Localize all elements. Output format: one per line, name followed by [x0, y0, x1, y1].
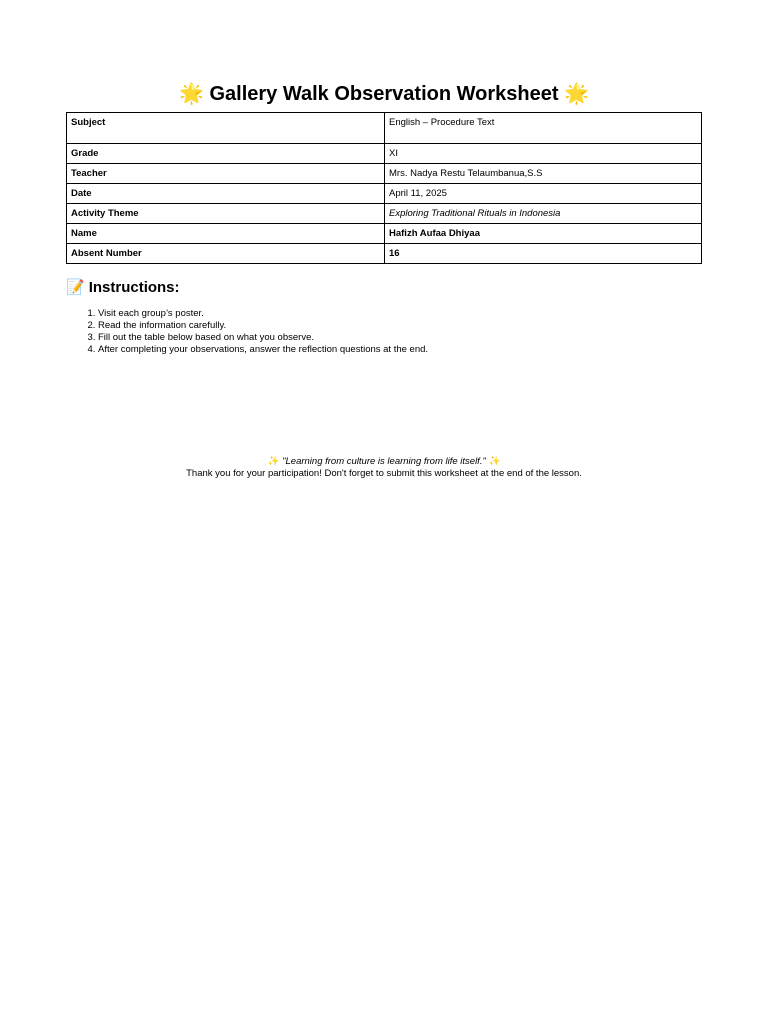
info-value-absent-number: 16	[385, 244, 702, 264]
star-icon: 🌟	[179, 83, 204, 105]
info-label-subject: Subject	[67, 113, 385, 144]
list-item: 4. After completing your observations, answer the reflection questions at the end.	[98, 344, 428, 356]
thank-you-text: Thank you for your participation! Don't forget to submit this worksheet at the end of the lesson.	[186, 468, 582, 479]
table-row	[67, 204, 702, 224]
star-icon: 🌟	[564, 83, 589, 105]
sparkles-icon: ✨	[488, 456, 501, 467]
title-text: Gallery Walk Observation Worksheet	[209, 83, 559, 105]
instructions-heading	[66, 278, 180, 298]
table-row	[67, 164, 702, 184]
memo-icon: 📝	[66, 279, 85, 296]
table-row	[67, 224, 702, 244]
table-row	[67, 144, 702, 164]
table-row	[67, 113, 702, 144]
info-value-date: April 11, 2025	[385, 184, 702, 204]
closing-note	[0, 456, 768, 480]
sparkles-icon: ✨	[267, 456, 280, 467]
quote-text: "Learning from culture is learning from life itself."	[282, 456, 486, 467]
list-item: 1. Visit each group’s poster.	[98, 308, 428, 320]
info-label-grade: Grade	[67, 144, 385, 164]
info-value-activity-theme: Exploring Traditional Rituals in Indonesia	[385, 204, 702, 224]
info-value-name: Hafizh Aufaa Dhiyaa	[385, 224, 702, 244]
info-label-date: Date	[67, 184, 385, 204]
info-label-teacher: Teacher	[67, 164, 385, 184]
info-value-grade: XI	[385, 144, 702, 164]
quote-line	[0, 456, 768, 468]
info-table	[66, 112, 702, 264]
info-value-teacher: Mrs. Nadya Restu Telaumbanua,S.S	[385, 164, 702, 184]
info-value-subject: English – Procedure Text	[385, 113, 702, 144]
info-label-activity-theme: Activity Theme	[67, 204, 385, 224]
page-title	[0, 80, 768, 108]
instructions-heading-text: Instructions:	[88, 279, 180, 296]
table-row	[67, 184, 702, 204]
table-row	[67, 244, 702, 264]
instructions-list	[66, 308, 428, 356]
info-label-absent-number: Absent Number	[67, 244, 385, 264]
info-label-name: Name	[67, 224, 385, 244]
list-item: 3. Fill out the table below based on what you observe.	[98, 332, 428, 344]
list-item: 2. Read the information carefully.	[98, 320, 428, 332]
